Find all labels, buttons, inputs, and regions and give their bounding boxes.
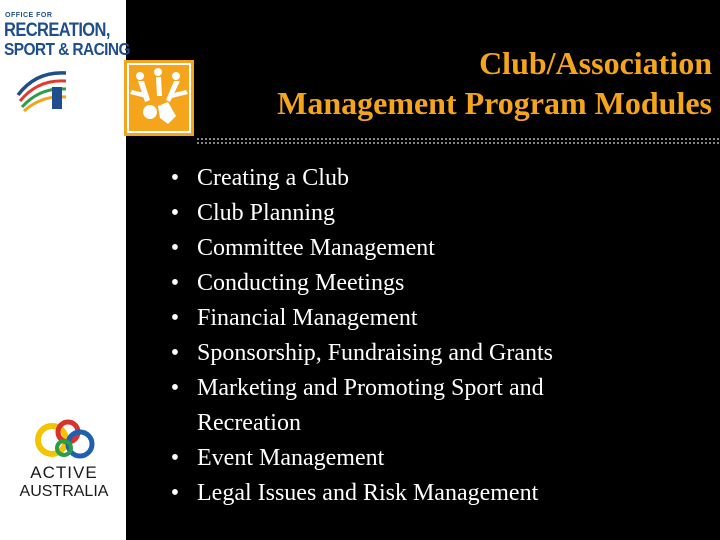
bullet-icon: • [170, 305, 180, 331]
list-item-text: Event Management [197, 445, 385, 471]
swoosh-icon [12, 65, 68, 113]
bullet-icon: • [170, 165, 180, 191]
list-item-text: Creating a Club [197, 165, 349, 191]
list-item [165, 336, 713, 371]
logo-sidebar [0, 0, 130, 540]
sports-emblem [124, 60, 194, 136]
bullet-icon: • [170, 445, 180, 471]
logo-small-text: OFFICE FOR [5, 12, 53, 19]
list-item-text: Conducting Meetings [197, 270, 405, 296]
logo-line-2: SPORT & RACING [4, 40, 130, 60]
list-item-text: Sponsorship, Fundraising and Grants [197, 340, 553, 366]
active-logo-line-1: ACTIVE [30, 463, 98, 482]
list-item [165, 196, 713, 231]
list-item [165, 441, 713, 476]
list-item-text: Club Planning [197, 200, 336, 226]
logo-line-1: RECREATION, [4, 20, 110, 41]
list-item-text: Legal Issues and Risk Management [197, 480, 539, 506]
bullet-icon: • [170, 200, 180, 226]
dotted-divider [196, 137, 720, 146]
bullet-icon: • [170, 480, 180, 506]
active-australia-logo [12, 418, 116, 504]
list-item-text: Committee Management [197, 235, 435, 261]
list-item [165, 301, 713, 336]
active-rings-icon [12, 418, 116, 464]
list-item [165, 476, 713, 511]
list-item [165, 266, 713, 301]
list-item [165, 161, 713, 196]
bullet-icon: • [170, 340, 180, 366]
module-list [165, 161, 713, 511]
slide-title [212, 43, 712, 123]
list-item-text: Marketing and Promoting Sport and Recreation [197, 375, 544, 436]
title-line-2: Management Program Modules [277, 85, 712, 121]
title-line-1: Club/Association [479, 45, 712, 81]
bullet-icon: • [170, 375, 180, 401]
sports-figures-icon [124, 60, 194, 136]
active-logo-line-2: AUSTRALIA [19, 483, 109, 500]
office-recreation-sport-racing-logo [2, 10, 130, 110]
list-item [165, 231, 713, 266]
bullet-icon: • [170, 235, 180, 261]
bullet-icon: • [170, 270, 180, 296]
list-item-text: Financial Management [197, 305, 418, 331]
list-item [165, 371, 627, 441]
